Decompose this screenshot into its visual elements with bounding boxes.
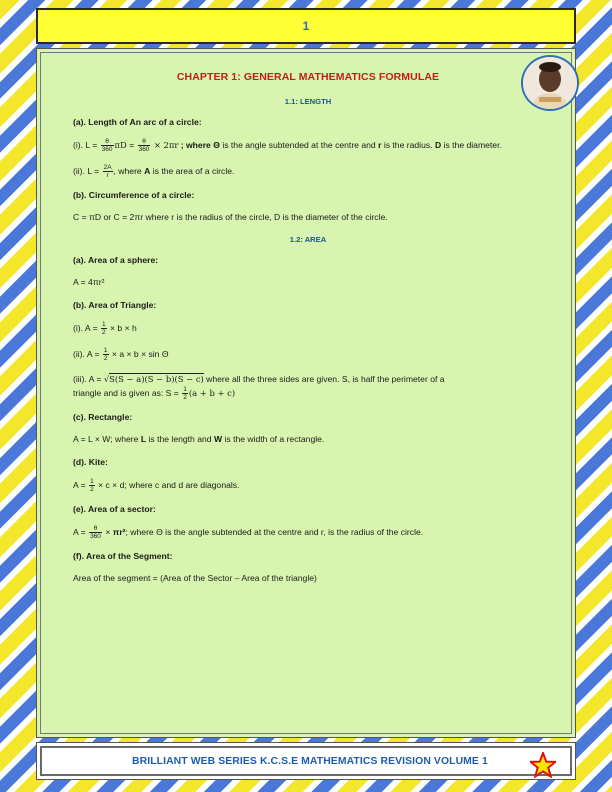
heading-sphere: (a). Area of a sphere: — [73, 255, 159, 265]
formula-prefix: (iii). A = — [73, 374, 102, 384]
text-run: is the radius. — [383, 139, 433, 150]
formula-prefix: (ii). A = — [73, 348, 100, 359]
formula-circumference: C = πD or C = 2πr where r is the radius of the circle, D is the diameter of the circle. — [73, 212, 388, 222]
equals-sign: = — [129, 139, 135, 150]
numerator: 1 — [102, 321, 106, 328]
text-run: A = L × W; where — [73, 434, 139, 444]
numerator: θ — [101, 138, 114, 146]
formula-prefix: (i). A = — [73, 322, 98, 333]
heading-kite: (d). Kite: — [73, 457, 108, 467]
text-run: × a × b × sin Θ — [111, 348, 169, 359]
numerator: 1 — [103, 347, 108, 354]
chapter-title: CHAPTER 1: GENERAL MATHEMATICS FORMULAE — [176, 71, 440, 83]
heading-segment: (f). Area of the Segment: — [73, 551, 173, 561]
math-term: × 2πr — [153, 139, 179, 150]
formula-sector — [73, 525, 543, 540]
formula-arc-length-2 — [73, 164, 543, 179]
heading-circumference: (b). Circumference of a circle: — [73, 190, 195, 200]
times-sign: × — [105, 526, 111, 537]
numerator: 1 — [90, 478, 94, 485]
heading-arc-length: (a). Length of An arc of a circle: — [73, 117, 202, 127]
math-term: πD — [114, 139, 127, 150]
numerator: θ — [89, 525, 102, 533]
text-run: is the length and — [148, 434, 212, 444]
text-run: ; where Θ is the angle subtended at the centre and r, is the radius of the circle. — [125, 526, 424, 537]
numerator: θ — [138, 138, 151, 146]
formula-kite — [73, 478, 543, 493]
formula-prefix: A = — [73, 479, 86, 490]
diameter-symbol: D — [434, 139, 442, 150]
text-run: × c × d; where c and d are diagonals. — [98, 479, 240, 490]
formula-prefix: A = — [73, 526, 86, 537]
formula-arc-length-1 — [73, 138, 543, 153]
text-run: × b × h — [110, 322, 137, 333]
formula-triangle-2 — [73, 347, 543, 362]
formula-triangle-3 — [73, 373, 543, 401]
fraction-theta-360 — [101, 138, 114, 153]
denominator: 2 — [183, 394, 187, 401]
width-symbol: W — [213, 434, 223, 444]
content-panel — [36, 48, 576, 738]
math-term: (a + b + c) — [188, 387, 236, 398]
square-root: √S(S − a)(S − b)(S − c) — [103, 374, 204, 384]
denominator: 2 — [103, 355, 108, 362]
numerator: 1 — [183, 386, 187, 393]
area-symbol: A — [144, 165, 151, 176]
heading-rectangle: (c). Rectangle: — [73, 412, 133, 422]
page-header — [36, 8, 576, 44]
formula-prefix: (ii). L = — [73, 165, 100, 176]
length-symbol: L — [140, 434, 147, 444]
heading-triangle: (b). Area of Triangle: — [73, 300, 157, 310]
star-icon — [530, 752, 556, 778]
radicand: S(S − a)(S − b)(S − c) — [109, 374, 204, 384]
denominator: 2 — [90, 486, 94, 493]
footer-border — [40, 746, 572, 776]
heading-sector: (e). Area of a sector: — [73, 504, 156, 514]
radius-symbol: r — [378, 139, 382, 150]
section-title-length: 1.1: LENGTH — [284, 97, 332, 106]
formula-triangle-1 — [73, 321, 543, 336]
fraction-one-half — [103, 347, 109, 362]
section-title-area: 1.2: AREA — [289, 235, 327, 244]
denominator: 360 — [101, 146, 113, 153]
text-run: ; where — [180, 139, 211, 150]
text-run: triangle and is given as: S = — [73, 387, 179, 398]
denominator: r — [106, 172, 109, 179]
formula-segment: Area of the segment = (Area of the Sector – Area of the triangle) — [73, 573, 317, 583]
denominator: 360 — [90, 533, 101, 540]
text-run: is the area of a circle. — [152, 165, 235, 176]
denominator: 2 — [102, 329, 106, 336]
fraction-one-half — [182, 386, 188, 401]
denominator: 360 — [138, 146, 150, 153]
formula-prefix: (i). L = — [73, 139, 98, 150]
text-run: is the diameter. — [443, 139, 502, 150]
fraction-2a-r — [103, 164, 113, 179]
footer-text: BRILLIANT WEB SERIES K.C.S.E MATHEMATICS REVISION VOLUME 1 — [132, 755, 488, 767]
fraction-one-half — [101, 321, 107, 336]
fraction-theta-360 — [89, 525, 102, 540]
fraction-one-half — [89, 478, 95, 493]
text-run: , where — [113, 165, 142, 176]
text-run: is the angle subtended at the centre and — [222, 139, 376, 150]
text-run: where all the three sides are given. S, is half the perimeter of a — [206, 374, 445, 384]
page-footer — [36, 742, 576, 780]
theta-symbol: Θ — [213, 139, 220, 150]
page-number: 1 — [302, 19, 310, 33]
numerator: 2A — [103, 164, 112, 171]
pi-r-squared: πr² — [112, 526, 126, 537]
formula-rectangle — [73, 433, 543, 446]
formula-sphere: A = 4πr² — [73, 277, 105, 287]
formula-content — [73, 71, 543, 596]
fraction-theta-360 — [138, 138, 151, 153]
text-run: is the width of a rectangle. — [224, 434, 325, 444]
